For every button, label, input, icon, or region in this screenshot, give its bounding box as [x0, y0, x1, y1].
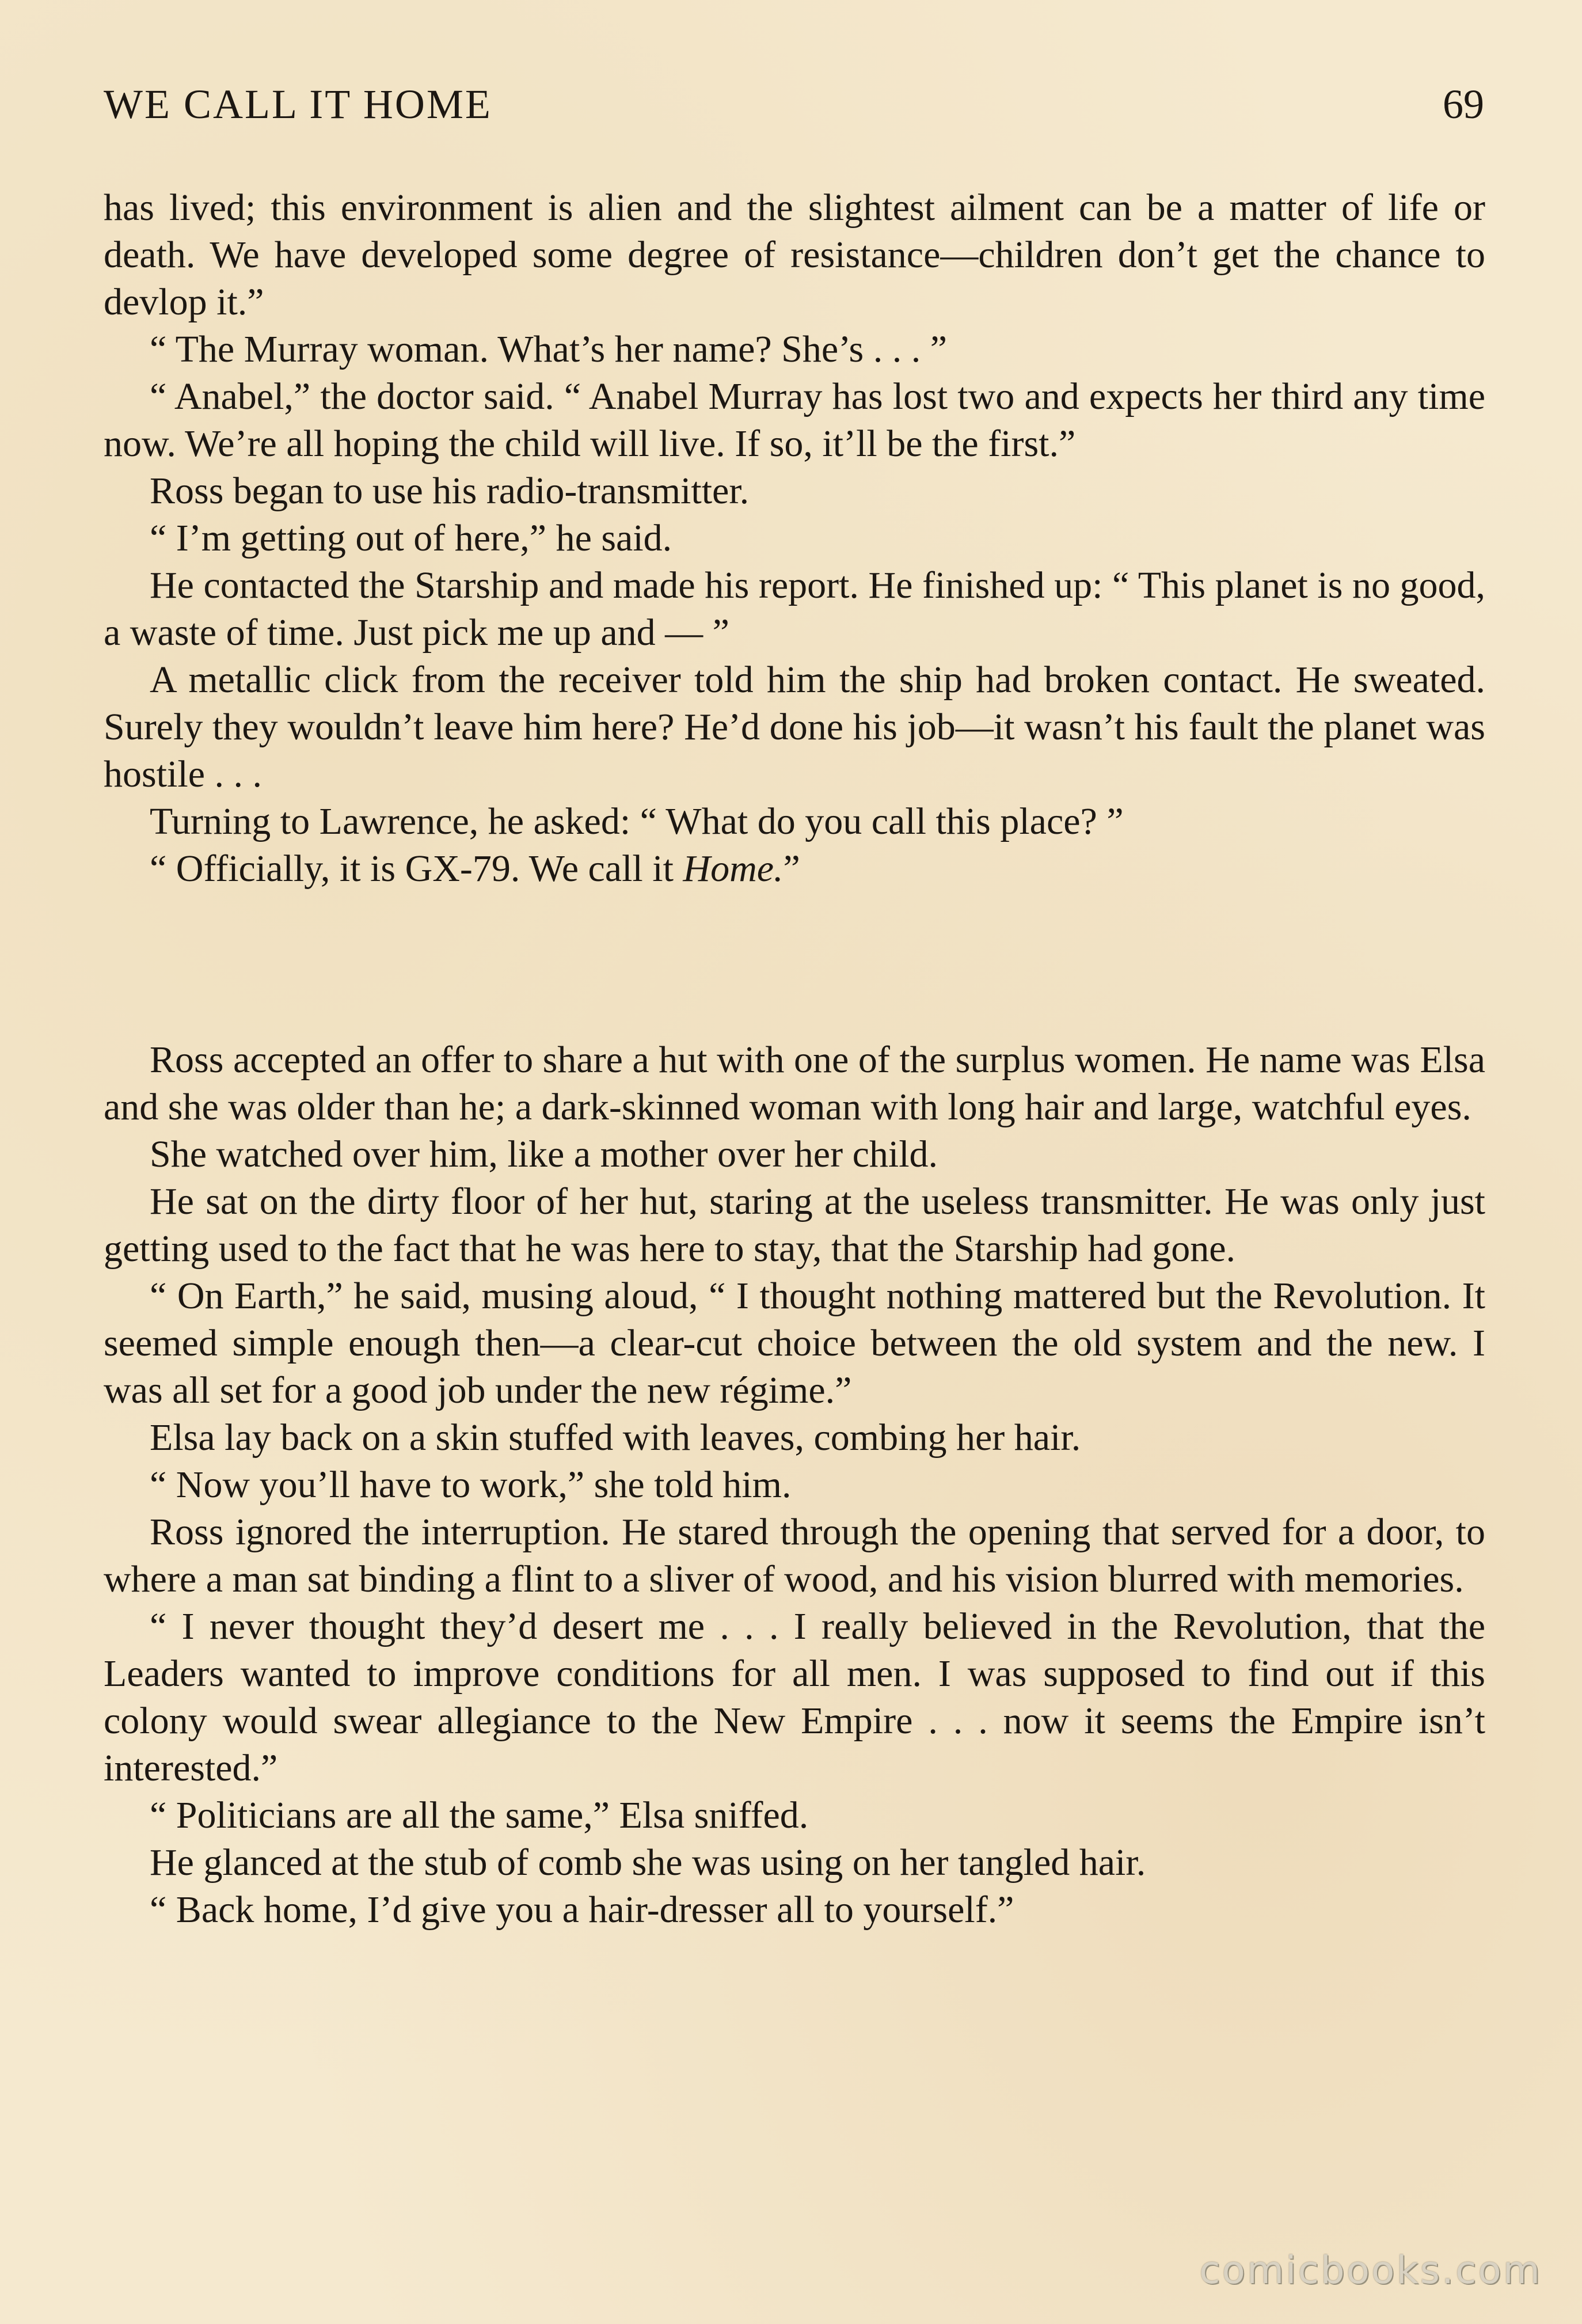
- page-number: 69: [1443, 81, 1484, 127]
- paragraph: Ross began to use his radio-transmitter.: [150, 470, 750, 512]
- paragraph-last: [104, 845, 1485, 893]
- paragraph: “ Anabel,” the doctor said. “ Anabel Murray has lost two and expects her third any time now. We’re all hoping the child will live. If so, it’ll be the first.”: [104, 375, 1485, 465]
- text-section-1: [104, 184, 1485, 893]
- paragraph: A metallic click from the receiver told him the ship had broken contact. He sweated. Surely they wouldn’t leave him here? He’d done his job—it wasn’t his fault the planet was hostile . . .: [104, 659, 1485, 795]
- paragraph: “ The Murray woman. What’s her name? She’s . . . ”: [150, 328, 948, 370]
- paragraph: Ross accepted an offer to share a hut with one of the surplus women. He name was Elsa and she was older than he; a dark-skinned woman with long hair and large, watchful eyes.: [104, 1039, 1485, 1128]
- paragraph: “ Back home, I’d give you a hair-dresser all to yourself.”: [150, 1889, 1014, 1931]
- paragraph: He sat on the dirty floor of her hut, staring at the useless transmitter. He was only just getting used to the fact that he was here to stay, that the Starship had gone.: [104, 1180, 1485, 1270]
- last-line-prefix: “ Officially, it is GX-79. We call it: [150, 848, 683, 890]
- watermark: comicbooks.com: [1199, 2248, 1542, 2292]
- paragraph: Elsa lay back on a skin stuffed with leaves, combing her hair.: [150, 1417, 1081, 1459]
- paragraph: “ I’m getting out of here,” he said.: [150, 517, 672, 559]
- paragraph: He glanced at the stub of comb she was using on her tangled hair.: [150, 1841, 1146, 1883]
- paragraph: “ Now you’ll have to work,” she told him.: [150, 1464, 792, 1506]
- paragraph: “ On Earth,” he said, musing aloud, “ I thought nothing mattered but the Revolution. It seemed simple enough then—a clear-cut choice between the old system and the new. I was all set for a good job under the new régime.”: [104, 1275, 1485, 1411]
- page-header: [104, 81, 1484, 144]
- running-title: WE CALL IT HOME: [104, 81, 492, 127]
- paragraph: has lived; this environment is alien and the slightest ailment can be a matter of life or death. We have developed some degree of resistance—children don’t get the chance to devlop it.”: [104, 187, 1485, 323]
- paragraph: “ Politicians are all the same,” Elsa sniffed.: [150, 1794, 809, 1836]
- paragraph: Turning to Lawrence, he asked: “ What do you call this place? ”: [150, 800, 1124, 842]
- paragraph: He contacted the Starship and made his report. He finished up: “ This planet is no good, a waste of time. Just pick me up and — ”: [104, 564, 1485, 654]
- emphasis-home: Home.: [683, 848, 784, 890]
- paragraph: “ I never thought they’d desert me . . . I really believed in the Revolution, that the Leaders wanted to improve conditions for all men. I was supposed to find out if this colony would swear allegiance to the New Empire . . . now it seems the Empire isn’t interested.”: [104, 1605, 1485, 1789]
- last-line-suffix: ”: [783, 848, 800, 890]
- paragraph: Ross ignored the interruption. He stared through the opening that served for a door, to where a man sat binding a flint to a sliver of wood, and his vision blurred with memories.: [104, 1511, 1485, 1600]
- paragraph: She watched over him, like a mother over her child.: [150, 1133, 938, 1175]
- text-section-2: [104, 1036, 1485, 1934]
